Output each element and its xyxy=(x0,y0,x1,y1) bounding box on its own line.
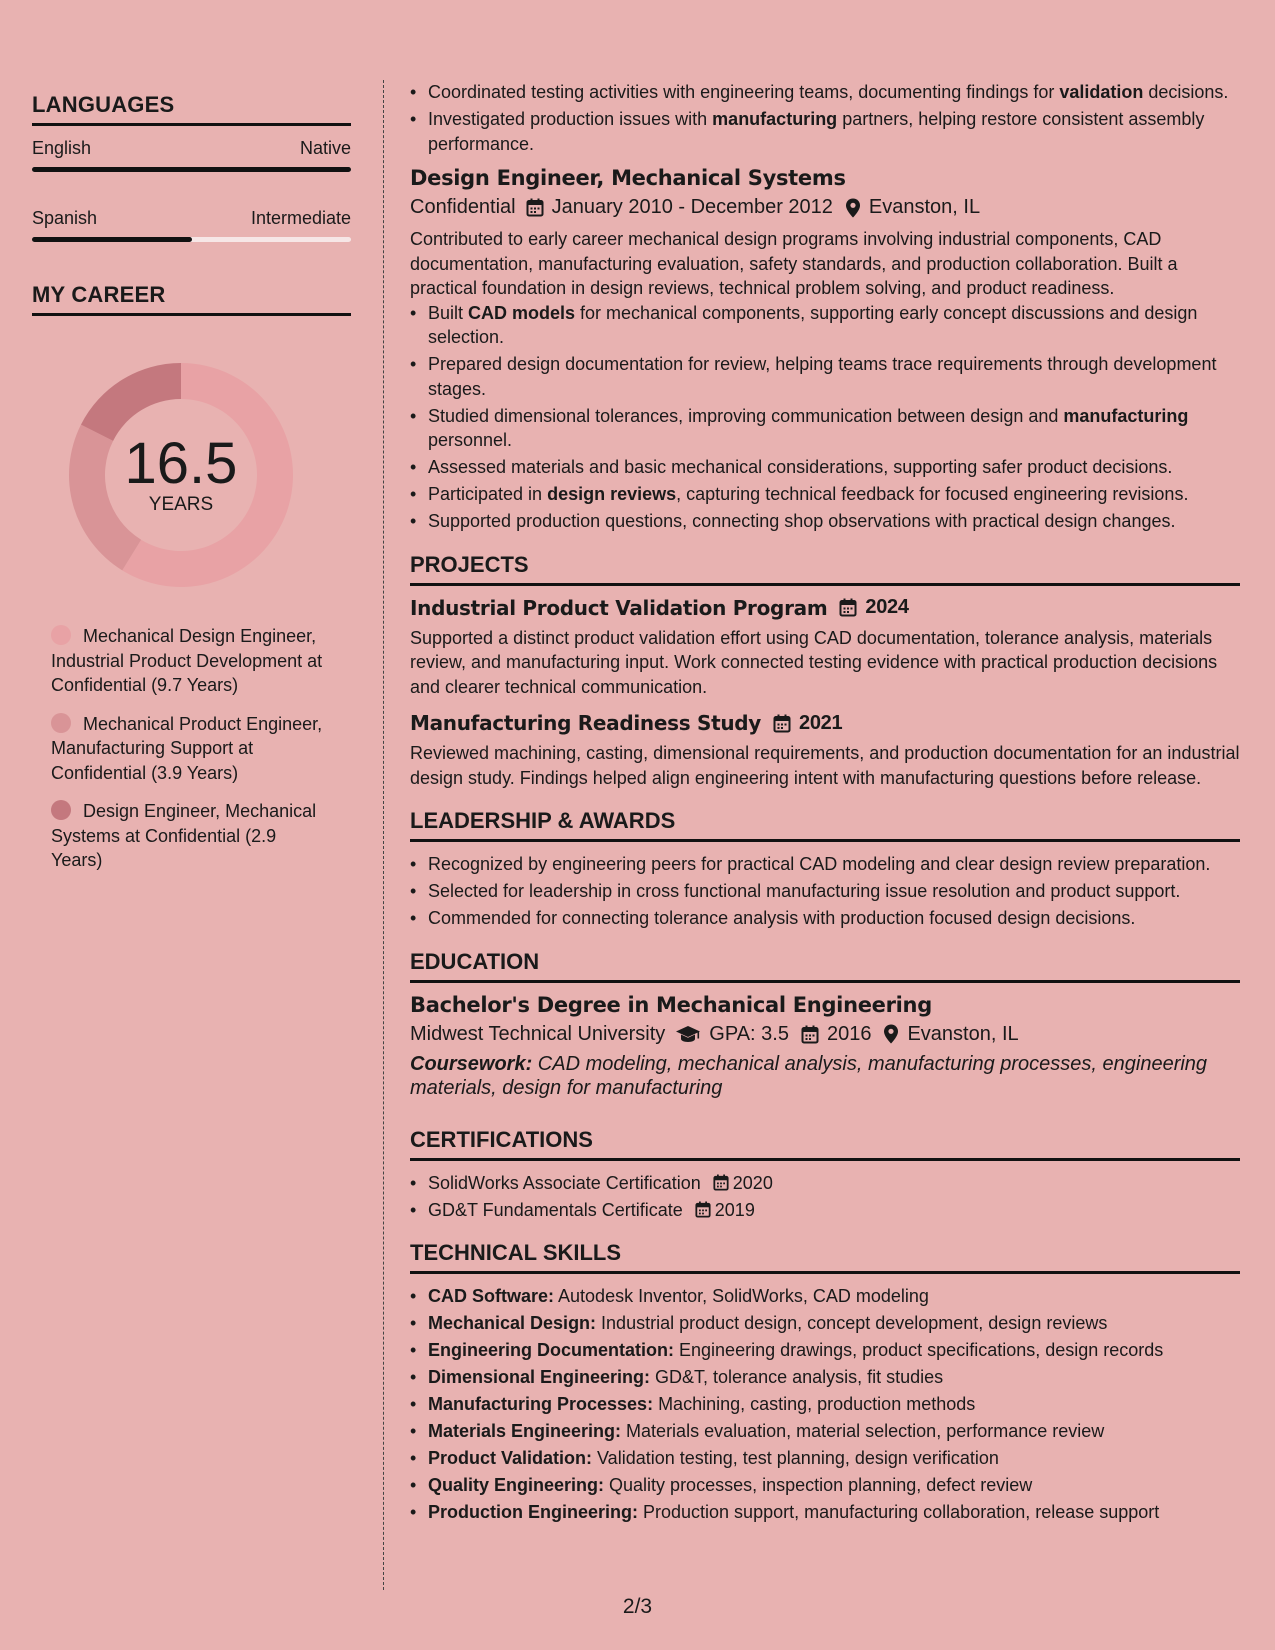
certifications-heading: CERTIFICATIONS xyxy=(410,1127,1240,1161)
education-meta xyxy=(410,1023,1240,1046)
language-proficiency-fill xyxy=(32,167,351,172)
skill-item: • Quality Engineering: Quality processes, inspection planning, defect review xyxy=(410,1473,1240,1498)
degree-title: Bachelor's Degree in Mechanical Engineering xyxy=(410,992,932,1017)
location-pin-icon xyxy=(883,1024,899,1044)
bullet-item: • Selected for leadership in cross functional manufacturing issue resolution and product support. xyxy=(410,879,1240,904)
calendar-icon xyxy=(526,198,544,217)
project-year: 2024 xyxy=(865,596,909,618)
job-company: Confidential xyxy=(410,196,516,218)
career-donut-chart xyxy=(66,360,296,590)
school-location: Evanston, IL xyxy=(907,1022,1019,1045)
language-name: English xyxy=(32,138,92,158)
career-legend xyxy=(51,624,331,873)
years-label: YEARS xyxy=(148,494,214,515)
language-name: Spanish xyxy=(32,208,98,228)
job-meta xyxy=(410,196,1240,219)
bullet-item: • Participated in design reviews, capturing technical feedback for focused engineering revisions. xyxy=(410,482,1240,507)
leadership-heading: LEADERSHIP & AWARDS xyxy=(410,808,1240,842)
calendar-icon xyxy=(695,1201,711,1218)
skills-heading: TECHNICAL SKILLS xyxy=(410,1240,1240,1274)
projects-heading: PROJECTS xyxy=(410,552,1240,586)
languages-heading: LANGUAGES xyxy=(32,92,351,126)
legend-item xyxy=(51,624,331,698)
job-summary: Contributed to early career mechanical design programs involving industrial components, CAD documentation, manufacturing evaluation, safety standards, and production collaboration. Built a practical foundation in design reviews, technical problem solving, and product readiness. xyxy=(410,229,1178,298)
legend-item xyxy=(51,799,331,873)
bullet-item: • Commended for connecting tolerance analysis with production focused design decisions. xyxy=(410,906,1240,931)
bullet-item: • Supported production questions, connecting shop observations with practical design changes. xyxy=(410,509,1240,534)
language-proficiency-fill xyxy=(32,237,192,242)
bullet-item: • Prepared design documentation for review, helping teams trace requirements through development stages. xyxy=(410,352,1240,401)
bullet-item: • Built CAD models for mechanical components, supporting early concept discussions and design selection. xyxy=(410,301,1240,350)
skill-item: • Production Engineering: Production support, manufacturing collaboration, release support xyxy=(410,1500,1240,1525)
legend-dot xyxy=(51,713,71,733)
project-name: Manufacturing Readiness Study xyxy=(410,711,762,735)
donut-center xyxy=(66,360,296,590)
calendar-icon xyxy=(713,1174,729,1191)
graduation-cap-icon xyxy=(675,1025,701,1043)
coursework xyxy=(410,1052,1240,1101)
language-proficiency-bar xyxy=(32,237,351,242)
legend-item xyxy=(51,712,331,786)
calendar-icon xyxy=(801,1025,819,1044)
certification-year: 2020 xyxy=(732,1172,773,1193)
job-dates: January 2010 - December 2012 xyxy=(551,196,833,218)
skill-item: • Materials Engineering: Materials evaluation, material selection, performance review xyxy=(410,1419,1240,1444)
language-english xyxy=(32,138,351,172)
legend-dot xyxy=(51,800,71,820)
language-level: Intermediate xyxy=(250,208,351,228)
total-years: 16.5 xyxy=(124,431,238,496)
skill-item: • Product Validation: Validation testing, test planning, design verification xyxy=(410,1446,1240,1471)
certification-name: • GD&T Fundamentals Certificate xyxy=(428,1199,683,1220)
project-name: Industrial Product Validation Program xyxy=(410,595,828,620)
certification-year: 2019 xyxy=(714,1199,755,1220)
left-column xyxy=(32,92,351,887)
certification-item xyxy=(410,1198,1240,1223)
leadership-list xyxy=(410,852,1240,931)
certification-name: • SolidWorks Associate Certification xyxy=(428,1172,701,1193)
gpa: GPA: 3.5 xyxy=(709,1022,789,1045)
project-description: Supported a distinct product validation effort using CAD documentation, tolerance analysis, materials review, and manufacturing input. Work connected testing evidence with practical production decisions and clearer technical communication. xyxy=(410,627,1218,697)
project-item xyxy=(410,711,1240,790)
bullet-item: • Studied dimensional tolerances, improving communication between design and manufacturing personnel. xyxy=(410,404,1240,453)
graduation-year: 2016 xyxy=(826,1022,872,1045)
project-description: Reviewed machining, casting, dimensional requirements, and production documentation for an industrial design study. Findings helped align engineering intent with manufacturing questions before release. xyxy=(410,743,1240,788)
skill-item: • CAD Software: Autodesk Inventor, SolidWorks, CAD modeling xyxy=(410,1284,1240,1309)
experience-continued-bullets xyxy=(410,80,1240,156)
location-pin-icon xyxy=(845,198,861,218)
language-spanish xyxy=(32,208,351,242)
right-column xyxy=(410,80,1240,1527)
page-number: 2/3 xyxy=(622,1595,653,1618)
certifications-list xyxy=(410,1171,1240,1223)
legend-label: Mechanical Design Engineer, Industrial Product Development at Confidential (9.7 Years) xyxy=(51,626,323,695)
legend-label: Mechanical Product Engineer, Manufacturing Support at Confidential (3.9 Years) xyxy=(51,713,323,783)
job-bullets xyxy=(410,301,1240,534)
coursework-list: CAD modeling, mechanical analysis, manufacturing processes, engineering materials, design for manufacturing xyxy=(410,1052,1208,1099)
career-heading: MY CAREER xyxy=(32,282,351,316)
skill-item: • Mechanical Design: Industrial product design, concept development, design reviews xyxy=(410,1311,1240,1336)
language-level: Native xyxy=(299,138,351,158)
skill-item: • Manufacturing Processes: Machining, casting, production methods xyxy=(410,1392,1240,1417)
bullet-item: • Recognized by engineering peers for practical CAD modeling and clear design review preparation. xyxy=(410,852,1240,877)
legend-dot xyxy=(51,625,71,645)
school-name: Midwest Technical University xyxy=(410,1022,666,1045)
certification-item xyxy=(410,1171,1240,1196)
bullet-item: • Investigated production issues with manufacturing partners, helping restore consistent assembly performance. xyxy=(410,107,1240,156)
legend-label: Design Engineer, Mechanical Systems at Confidential (2.9 Years) xyxy=(51,801,317,870)
bullet-item: • Coordinated testing activities with engineering teams, documenting findings for validation decisions. xyxy=(410,80,1240,105)
bullet-item: • Assessed materials and basic mechanical considerations, supporting safer product decisions. xyxy=(410,455,1240,480)
skills-list xyxy=(410,1284,1240,1525)
job-title: Design Engineer, Mechanical Systems xyxy=(410,166,846,190)
calendar-icon xyxy=(839,598,857,617)
calendar-icon xyxy=(773,714,791,733)
column-divider xyxy=(383,80,384,1590)
skill-item: • Dimensional Engineering: GD&T, tolerance analysis, fit studies xyxy=(410,1365,1240,1390)
coursework-label: Coursework: xyxy=(410,1052,533,1075)
education-heading: EDUCATION xyxy=(410,949,1240,983)
job-location: Evanston, IL xyxy=(868,196,981,218)
project-item xyxy=(410,596,1240,700)
language-proficiency-bar xyxy=(32,167,351,172)
project-year: 2021 xyxy=(799,711,843,734)
skill-item: • Engineering Documentation: Engineering drawings, product specifications, design records xyxy=(410,1338,1240,1363)
